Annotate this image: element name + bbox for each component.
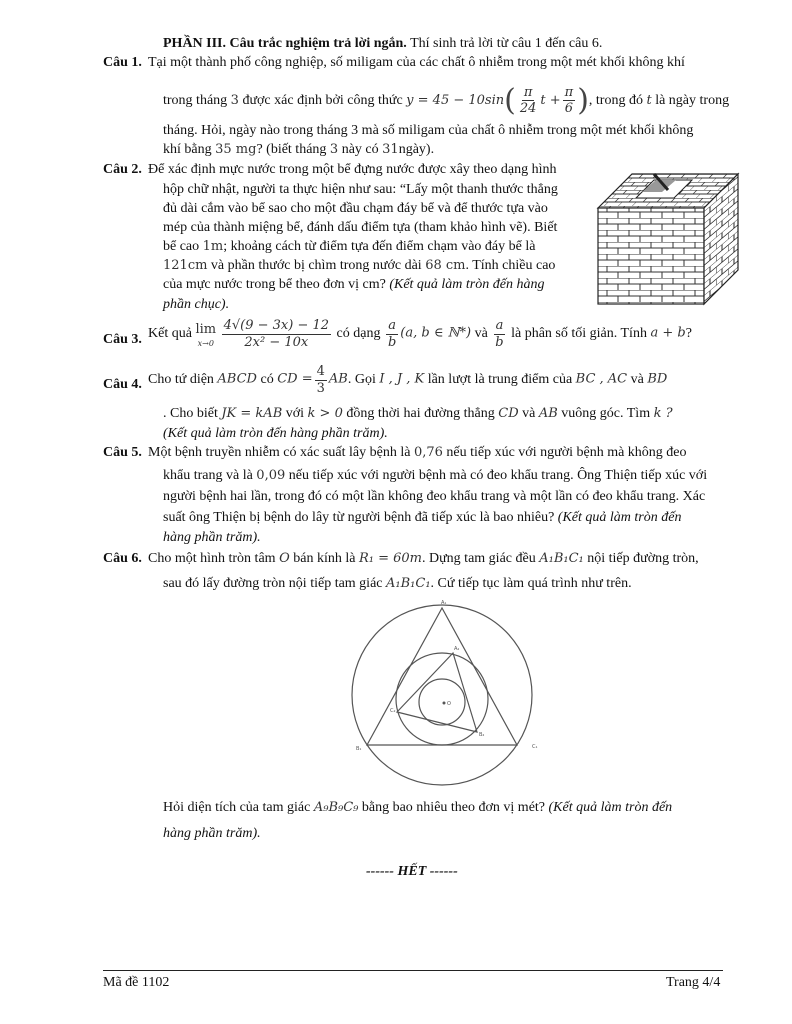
- q2-line3: đủ dài cắm vào bể sao cho một đầu chạm đáy bể và để thước tựa vào: [163, 201, 548, 216]
- q1-frac2: [563, 85, 576, 117]
- q2-label: Câu 2.: [103, 162, 142, 177]
- q3-ab2-den: b: [495, 334, 504, 350]
- q4-jk: JK = kAB: [221, 406, 283, 421]
- q6-line2: [163, 574, 632, 594]
- q2-line8: phần chục).: [163, 297, 230, 312]
- q4-k0: k > 0: [307, 406, 343, 421]
- q1-formula-t: t +: [540, 92, 561, 108]
- q1-line3: tháng. Hỏi, ngày nào trong tháng 3 mà số miligam của chất ô nhiễm trong một mét khối không: [163, 123, 694, 138]
- label-a2: A₂: [454, 646, 460, 652]
- q4-line1: [148, 364, 667, 396]
- q2-line7: [163, 275, 544, 295]
- q2-l6-v: 121cm: [163, 258, 208, 273]
- q3-lim-sub: x→0: [197, 338, 214, 348]
- q5-v1: 0,76: [413, 445, 443, 460]
- part-header-title: PHẦN III. Câu trắc nghiệm trả lời ngắn.: [163, 36, 407, 51]
- q6-ask-mid: bằng bao nhiêu theo đơn vị mét?: [361, 800, 546, 815]
- q5-l1-post: nếu tiếp xúc với người bệnh mà không đeo: [446, 445, 687, 460]
- q2-line4: mép của thành miệng bể, đánh dấu điểm tựa (tham khảo hình vẽ). Biết: [163, 220, 558, 235]
- q3-ab-num: a: [388, 318, 397, 333]
- q2-line6: [163, 256, 555, 276]
- q1-frac2-den: 6: [564, 101, 574, 117]
- q2-l6-v2: 68 cm: [425, 258, 466, 273]
- q5-line3: người bệnh hai lần, trong đó có một lần không đeo khẩu trang và một lần có đeo khẩu trang. Xác: [163, 489, 706, 504]
- q5-line5: hàng phần trăm).: [163, 530, 261, 545]
- q1-l4-pre: khí bằng: [163, 142, 212, 157]
- q1-l4-v: 35 mg: [215, 142, 257, 157]
- q2-l5-v: 1m: [202, 239, 224, 254]
- triangle-a2b2c2: [397, 653, 477, 732]
- brick-tank-figure: [596, 158, 740, 306]
- q5-line4: [163, 508, 681, 528]
- circle-3: [419, 679, 465, 725]
- q6-ask-note: (Kết quả làm tròn đến: [548, 800, 673, 815]
- q5-l4-note: (Kết quả làm tròn đến: [557, 510, 682, 525]
- q4-l2-end: vuông góc. Tìm: [561, 406, 651, 421]
- q5-line1: [148, 443, 687, 463]
- q4-ijk: I , J , K: [379, 371, 425, 387]
- q3-ask: a + b: [650, 325, 686, 341]
- label-c2: C₂: [390, 708, 396, 714]
- q6-line1: [148, 549, 699, 569]
- q6-l2-end: . Cứ tiếp tục làm quá trình như trên.: [430, 576, 632, 591]
- q1-l2-mid: được xác định bởi công thức: [242, 92, 403, 108]
- center-point: [443, 702, 446, 705]
- q2-l5-pre: bể cao: [163, 239, 200, 254]
- q3-ab2-num: a: [495, 318, 504, 333]
- q6-ask: [163, 798, 672, 818]
- label-b2: B₂: [479, 732, 485, 738]
- q6-l1-end: nội tiếp đường tròn,: [587, 551, 699, 566]
- q1-l2-post: , trong đó: [588, 92, 643, 108]
- q2-line2: hộp chữ nhật, người ta thực hiện như sau: “Lấy một thanh thước thẳng: [163, 182, 558, 197]
- q2-line5: [163, 237, 535, 257]
- label-b1: B₁: [356, 746, 362, 752]
- q3-frac-num: 4√(9 − 3x) − 12: [223, 318, 330, 333]
- q1-l4-mid2: này có: [341, 142, 379, 157]
- q3-label: Câu 3.: [103, 332, 142, 347]
- circle-1: [352, 605, 532, 785]
- q2-l7-pre: của mực nước trong bể theo đơn vị cm?: [163, 277, 386, 292]
- q6-l2-pre: sau đó lấy đường tròn nội tiếp tam giác: [163, 576, 383, 591]
- q1-l4-v2: 3: [329, 142, 339, 157]
- q3-end: ?: [685, 325, 692, 341]
- q2-l7-note: (Kết quả làm tròn đến hàng: [389, 277, 545, 292]
- q1-line1: Tại một thành phố công nghiệp, số miligam của các chất ô nhiễm trong một mét khối không khí: [148, 55, 685, 70]
- q5-l2-pre: khẩu trang và là: [163, 468, 253, 483]
- q4-co: có: [260, 371, 274, 387]
- q5-line2: [163, 466, 707, 486]
- q4-bd: BD: [647, 371, 668, 387]
- q4-frac-num: 4: [316, 364, 325, 379]
- q4-cd: CD: [498, 406, 519, 421]
- part-header: [163, 34, 602, 54]
- q4-note: (Kết quả làm tròn đến hàng phần trăm).: [163, 426, 388, 441]
- q2-line1: Để xác định mực nước trong một bể đựng nước được xây theo dạng hình: [148, 162, 557, 177]
- q3-line: [148, 318, 692, 350]
- q2-l6-mid: và phần thước bị chìm trong nước dài: [210, 258, 422, 273]
- q6-a1b1c1: A₁B₁C₁: [539, 551, 584, 566]
- q4-label: Câu 4.: [103, 377, 142, 392]
- q4-ab2: AB: [538, 406, 558, 421]
- q3-frac-den: 2x² − 10x: [244, 334, 309, 350]
- nested-circles-figure: [340, 596, 560, 786]
- q1-l2-end: là ngày trong: [655, 92, 730, 108]
- q3-lim: [195, 321, 216, 348]
- q6-l1-pre: Cho một hình tròn tâm: [148, 551, 276, 566]
- q3-lim-word: lim: [195, 321, 217, 337]
- q6-l1-mid2: . Dựng tam giác đều: [421, 551, 536, 566]
- q3-frac: [222, 318, 331, 350]
- q4-l2-mid: đồng thời hai đường thẳng: [346, 406, 495, 421]
- q4-bc: BC , AC: [575, 371, 628, 387]
- q4-abcd: ABCD: [217, 371, 257, 387]
- q4-frac-den: 3: [316, 380, 325, 396]
- q3-ab-den: b: [387, 334, 397, 350]
- q1-l4-v3: 31: [382, 142, 399, 157]
- q4-l1-mid2: lần lượt là trung điểm của: [427, 371, 573, 387]
- q1-l2-t: t: [646, 92, 652, 108]
- q1-l4-mid: ? (biết tháng: [256, 142, 327, 157]
- q6-ask-pre: Hỏi diện tích của tam giác: [163, 800, 311, 815]
- q4-ab: AB: [328, 371, 348, 387]
- q1-frac1-num: π: [523, 84, 533, 100]
- q5-l1-pre: Một bệnh truyền nhiễm có xác suất lây bệnh là: [148, 445, 411, 460]
- end-mark: ------ HẾT ------: [366, 864, 458, 879]
- footer-page: Trang 4/4: [666, 975, 721, 990]
- q6-ask-note2: hàng phần trăm).: [163, 826, 261, 841]
- q4-l2-pre: . Cho biết: [163, 406, 218, 421]
- footer-code: Mã đề 1102: [103, 975, 170, 990]
- label-c1: C₁: [532, 744, 538, 750]
- q4-va: và: [630, 371, 644, 387]
- q5-v2: 0,09: [256, 468, 286, 483]
- q5-l4-pre: suất ông Thiện bị bệnh do lây từ người bệnh đã tiếp xúc là bao nhiêu?: [163, 510, 555, 525]
- q3-ab-frac: [386, 318, 398, 350]
- q6-l1-mid: bán kính là: [293, 551, 356, 566]
- q5-l2-post: nếu tiếp xúc với người bệnh mà có đeo khẩu trang. Ông Thiện tiếp xúc với: [288, 468, 708, 483]
- q4-frac: [315, 364, 327, 396]
- q6-a9b9c9: A₉B₉C₉: [313, 800, 359, 815]
- q1-l2-m: 3: [230, 92, 239, 108]
- q3-ab-frac2: [493, 318, 505, 350]
- q3-mid: có dạng: [336, 325, 381, 341]
- q2-l6-end: . Tính chiều cao: [465, 258, 556, 273]
- q3-post: là phân số tối giản. Tính: [511, 325, 647, 341]
- q6-label: Câu 6.: [103, 551, 142, 566]
- q4-l1-mid: . Gọi: [347, 371, 376, 387]
- q3-pre: Kết quả: [148, 325, 192, 341]
- part-header-rest: Thí sinh trả lời từ câu 1 đến câu 6.: [410, 36, 603, 51]
- q1-formula-pre: y = 45 − 10sin: [406, 92, 505, 108]
- q4-voi: với: [285, 406, 305, 421]
- q6-o: O: [279, 551, 290, 566]
- q1-label: Câu 1.: [103, 55, 142, 70]
- label-o: O: [447, 701, 451, 707]
- q1-frac2-num: π: [564, 84, 574, 100]
- q4-cd-eq: CD =: [277, 371, 313, 387]
- q1-frac1-den: 24: [519, 101, 537, 117]
- footer-divider: [103, 970, 723, 971]
- q2-l5-post: ; khoảng cách từ điểm tựa đến điểm chạm vào đáy bể là: [223, 239, 536, 254]
- q3-and: và: [474, 325, 488, 341]
- q1-l2-pre: trong tháng: [163, 92, 228, 108]
- q3-cond: (a, b ∈ ℕ*): [400, 325, 472, 341]
- q5-label: Câu 5.: [103, 445, 142, 460]
- q6-a1b1c1b: A₁B₁C₁: [386, 576, 431, 591]
- q1-l4-end: ngày).: [398, 142, 435, 157]
- q6-r1: R₁ = 60m: [358, 551, 422, 566]
- q4-kq: k ?: [653, 406, 673, 421]
- q1-line2: trong tháng 3 được xác định bởi công thức y = 45 − 10sin( $\frac{\pi}{24}$ t + $\frac{\pi}{6}$ ), trong đó t là ngày trong: [163, 83, 730, 118]
- q4-va2: và: [522, 406, 536, 421]
- q1-line4: [163, 140, 434, 160]
- q1-frac1: [518, 85, 539, 117]
- label-a1: A₁: [441, 600, 447, 606]
- q4-l1-pre: Cho tứ diện: [148, 371, 214, 387]
- tank-front-face: [598, 208, 704, 304]
- q4-line2: [163, 404, 673, 424]
